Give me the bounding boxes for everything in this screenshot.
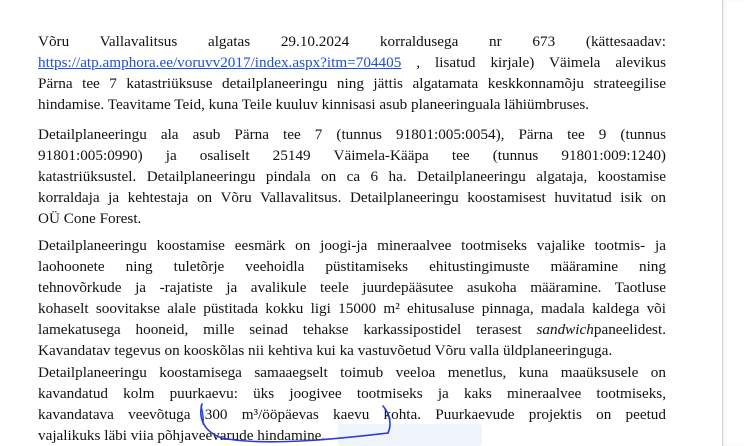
text-fragment: paneelidest.: [593, 321, 666, 338]
text-line: kohaselt soovitakse alale püstitada kokku ligi 15000 m² ehitusaluse pinnaga, madala kaldega või: [38, 300, 666, 317]
italic-term: sandwich: [536, 321, 594, 338]
text-line: vajalikuks läbi viia põhjaveevarude hindamine.: [38, 427, 326, 444]
text-line: [38, 52, 666, 73]
text-line: OÜ Cone Forest.: [38, 210, 142, 227]
text-line: Pärna tee 7 katastriüksuse detailplaneeringu ning jättis algatamata keskkonnamõju strateegilise: [38, 75, 666, 92]
text-line: katastriüksustel. Detailplaneeringu pindala on ca 6 ha. Detailplaneeringu algataja, koostamise: [38, 168, 666, 185]
text-line: Detailplaneeringu ala asub Pärna tee 7 (tunnus 91801:005:0054), Pärna tee 9 (tunnus: [38, 126, 666, 143]
text-line: korraldaja ja kehtestaja on Võru Vallavalitsus. Detailplaneeringu koostamisest huvitatud isik on: [38, 189, 666, 206]
paragraph-location: [38, 124, 666, 229]
text-line: kavandatava veevõtuga 300 m³/ööpäevas kaevu kohta. Puurkaevude projektis on peetud: [38, 406, 666, 423]
decision-link[interactable]: https://atp.amphora.ee/voruvv2017/index.aspx?itm=704405: [38, 54, 402, 71]
text-line: tehnovõrkude ja -rajatiste ja avalikule teele juurdepääsutee asukoha määramine. Taotluse: [38, 279, 666, 296]
text-line: Detailplaneeringu koostamise eesmärk on joogi-ja mineraalvee tootmiseks vajalike tootmis- ja: [38, 237, 666, 254]
text-line: [38, 319, 666, 340]
text-line: hindamise. Teavitame Teid, kuna Teile kuuluv kinnisasi asub planeeringuala lähiümbruses.: [38, 96, 590, 113]
text-line: 91801:005:0990) ja osaliselt 25149 Väimela-Kääpa tee (tunnus 91801:009:1240): [38, 147, 666, 164]
text-line: Võru Vallavalitsus algatas 29.10.2024 korraldusega nr 673 (kättesaadav:: [38, 33, 666, 50]
paragraph-purpose: [38, 235, 666, 361]
text-fragment: , lisatud kirjale) Väimela alevikus: [401, 54, 666, 71]
paragraph-initiation: [38, 31, 666, 115]
viewer-scroll-edge[interactable]: [722, 0, 744, 446]
text-fragment: lamekatusega hooneid, mille seinad tehakse karkassipostidel terasest: [38, 321, 537, 338]
text-line: kavandatud kolm puurkaevu: üks joogivee tootmiseks ja kaks mineraalvee tootmiseks,: [38, 385, 666, 402]
faded-overlay-button[interactable]: [338, 424, 482, 446]
text-line: laohoonete ning tuletõrje veehoidla püstitamiseks ehitustingimuste määramine ning: [38, 258, 666, 275]
text-line: Kavandatav tegevus on kooskõlas nii kehtiva kui ka vastuvõetud Võru valla üldplaneeringuga.: [38, 342, 613, 359]
text-line: Detailplaneeringu koostamisega samaaegselt toimub veeloa menetlus, kuna maaüksusele on: [38, 364, 666, 381]
